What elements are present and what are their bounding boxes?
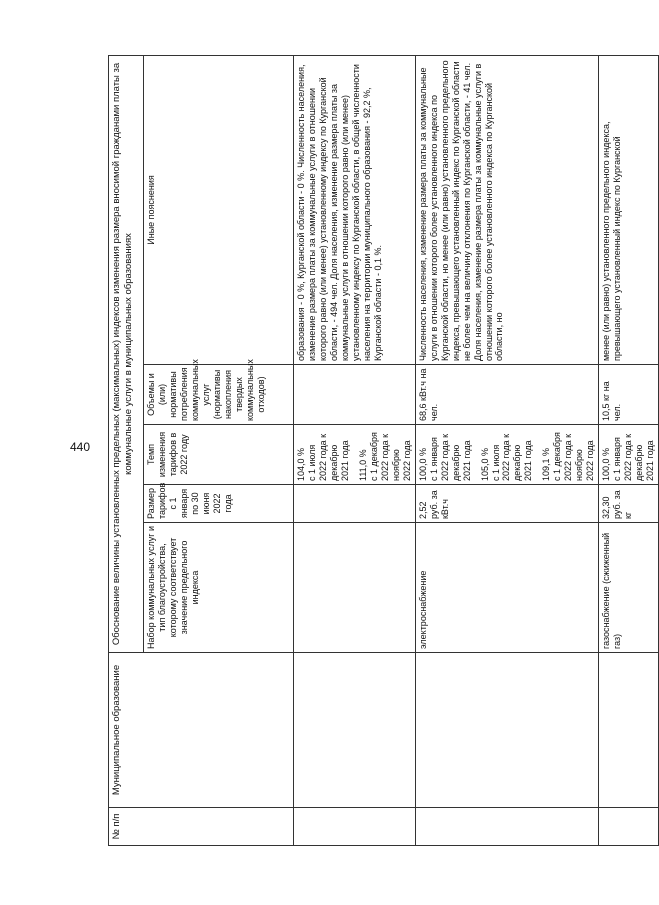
header-tariff: Размер тарифов с 1 января по 30 июня 2022 года xyxy=(144,485,294,523)
table-row xyxy=(415,55,599,845)
cell-no xyxy=(294,808,416,846)
rate-line: 100,0 % xyxy=(417,447,428,481)
cell-service xyxy=(294,523,416,653)
cell-rate xyxy=(415,425,599,485)
cell-volume: 68,6 кВт.ч на чел. xyxy=(415,365,599,425)
cell-rate xyxy=(599,425,659,485)
header-volume: Объемы и (или) нормативы потребления коммунальных услуг (нормативы накопления твердых коммунальных отходов) xyxy=(144,365,294,425)
rate-line: с 1 декабря 2022 года к ноябрю 2022 года xyxy=(552,432,596,481)
rate-line: с 1 января 2022 года к декабрю 2021 года xyxy=(612,433,656,481)
cell-tariff: 32,30 руб. за кг xyxy=(599,485,659,523)
rate-line: с 1 декабря 2022 года к ноябрю 2022 года xyxy=(368,432,412,481)
header-notes: Иные пояснения xyxy=(144,55,294,364)
cell-no xyxy=(415,808,599,846)
cell-notes: менее (или равно) установленного предельного индекса, превышающего установленный индекс по Курганской xyxy=(599,55,659,364)
rate-line: с 1 июля 2022 года к декабрю 2021 года xyxy=(306,433,350,481)
cell-notes: Численность населения, изменение размера платы за коммунальные услуги в отношении которого более установленного индекса по Курганской области, но менее (или равно) установленного предельного индекса, превышающего установленный индекс по Курганской области не более чем на величину отклонения по Курганской области, - 41 чел. Доля населения, изменение размера платы за коммунальные услуги в отношении которого более установленного индекса по Курганской области, но xyxy=(415,55,599,364)
cell-rate xyxy=(294,425,416,485)
table-row xyxy=(294,55,416,845)
rate-line: с 1 января 2022 года к декабрю 2021 года xyxy=(428,433,472,481)
header-no: № п/п xyxy=(109,808,294,846)
justification-table xyxy=(108,55,659,846)
cell-tariff xyxy=(294,485,416,523)
rate-line: 109,1 % xyxy=(541,447,552,481)
rate-line: с 1 июля 2022 года к декабрю 2021 года xyxy=(490,433,534,481)
cell-municipality xyxy=(415,653,599,808)
page-number: 440 xyxy=(70,440,91,454)
rate-line: 105,0 % xyxy=(479,447,490,481)
cell-service: электроснабжение xyxy=(415,523,599,653)
table-row xyxy=(599,55,659,845)
cell-tariff: 2,52 руб. за кВт.ч xyxy=(415,485,599,523)
cell-service: газоснабжение (сжиженный газ) xyxy=(599,523,659,653)
cell-volume: 10,5 кг на чел. xyxy=(599,365,659,425)
rotated-table-container xyxy=(108,56,656,846)
cell-no xyxy=(599,808,659,846)
header-service-set: Набор коммунальных услуг и тип благоустройства, которому соответствует значение предельного индекса xyxy=(144,523,294,653)
cell-municipality xyxy=(294,653,416,808)
rate-line: 111,0 % xyxy=(357,449,368,481)
header-group-title: Обоснование величины установленных предельных (максимальных) индексов изменения размера вносимой гражданами платы за коммунальные услуги в муниципальных образованиях xyxy=(109,55,144,652)
rate-line: 104,0 % xyxy=(296,447,306,481)
rate-line: 100,0 % xyxy=(601,447,612,481)
cell-notes: образования - 0 %, Курганской области - 0 %. Численность населения, изменение размера платы за коммунальные услуги в отношении которого равно (или менее) установленному индексу по Курганской области, - 494 чел. Доля населения, изменение размера платы за коммунальные услуги в отношении которого равно (или менее) установленному индексу по Курганской области, в общей численности населения на территории муниципального образования - 92,2 %, Курганской области - 0,1 %. xyxy=(294,55,416,364)
cell-volume xyxy=(294,365,416,425)
header-municipality: Муниципальное образование xyxy=(109,653,294,808)
header-rate: Темп изменения тарифов в 2022 году xyxy=(144,425,294,485)
cell-municipality xyxy=(599,653,659,808)
